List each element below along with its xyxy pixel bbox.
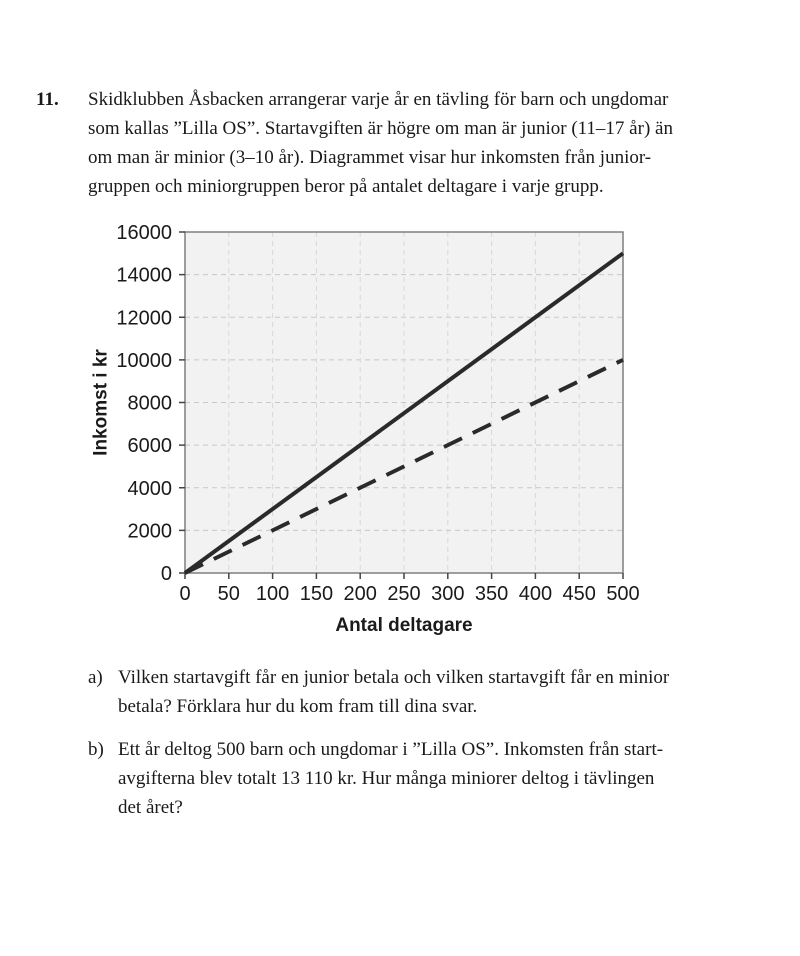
intro-line: Skidklubben Åsbacken arrangerar varje år en tävling för barn och ungdomar <box>88 89 669 110</box>
x-tick-label: 150 <box>299 583 334 605</box>
x-tick-label: 400 <box>518 583 553 605</box>
y-tick-label: 0 <box>160 563 172 585</box>
y-tick-label: 16000 <box>116 222 172 244</box>
y-tick-label: 12000 <box>116 307 172 330</box>
x-axis-title: Antal deltagare <box>335 615 473 636</box>
y-tick-label: 4000 <box>127 477 172 500</box>
question-b <box>88 735 663 822</box>
x-tick-label: 50 <box>217 583 240 605</box>
question-a <box>88 663 669 721</box>
question-line: det året? <box>118 797 183 818</box>
x-tick-label: 300 <box>431 583 465 605</box>
question-line: Vilken startavgift får en junior betala och vilken startavgift får en minior <box>118 667 670 688</box>
y-tick-label: 8000 <box>127 392 172 415</box>
y-tick-label: 6000 <box>127 435 172 458</box>
y-tick-label: 14000 <box>116 264 172 287</box>
y-tick-label: 2000 <box>127 520 172 543</box>
question-b-label: b) <box>88 739 104 760</box>
x-tick-label: 250 <box>387 583 421 605</box>
x-tick-label: 500 <box>606 583 640 605</box>
question-a-text <box>118 663 669 721</box>
x-tick-label: 100 <box>255 583 290 605</box>
question-line: Ett år deltog 500 barn och ungdomar i ”Lilla OS”. Inkomsten från start- <box>118 739 664 760</box>
intro-line: gruppen och miniorgruppen beror på antalet deltagare i varje grupp. <box>88 176 604 197</box>
question-line: betala? Förklara hur du kom fram till dina svar. <box>118 696 478 717</box>
intro-line: som kallas ”Lilla OS”. Startavgiften är högre om man är junior (11–17 år) än <box>88 118 673 139</box>
problem-intro <box>88 85 673 201</box>
x-tick-label: 0 <box>179 583 191 605</box>
x-tick-label: 200 <box>343 583 377 605</box>
y-tick-label: 10000 <box>116 349 172 372</box>
x-tick-label: 350 <box>474 583 509 605</box>
problem-number: 11. <box>36 89 59 110</box>
chart-svg <box>80 207 650 652</box>
y-axis-title: Inkomst i kr <box>90 349 112 456</box>
question-a-label: a) <box>88 667 103 688</box>
question-b-text <box>118 735 663 822</box>
question-line: avgifterna blev totalt 13 110 kr. Hur många miniorer deltog i tävlingen <box>118 768 655 789</box>
intro-line: om man är minior (3–10 år). Diagrammet visar hur inkomsten från junior- <box>88 147 652 168</box>
income-line-chart <box>80 207 650 652</box>
x-tick-label: 450 <box>562 583 596 605</box>
